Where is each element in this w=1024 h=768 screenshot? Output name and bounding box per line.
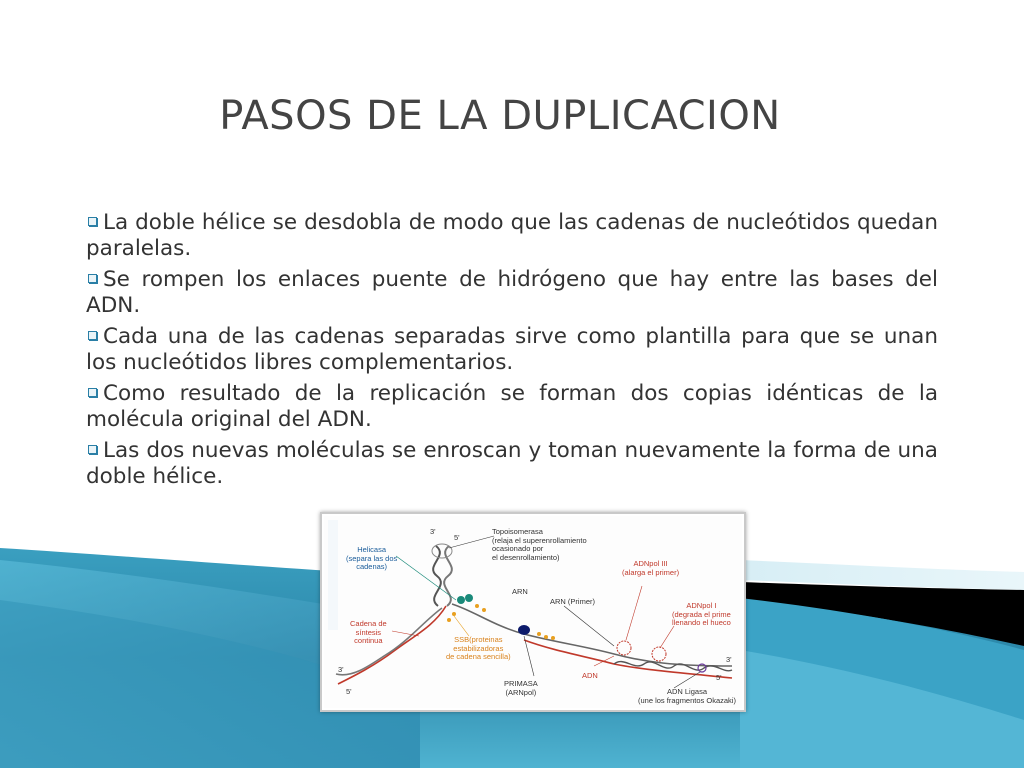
- ssb-dot: [452, 612, 456, 616]
- label-line: Topoisomerasa: [492, 527, 543, 536]
- label-line: (ARNpol): [505, 687, 537, 697]
- ssb-label: [446, 636, 511, 662]
- primase-shape: [518, 625, 530, 635]
- square-bullet-icon: [88, 331, 97, 340]
- cadena-label: [350, 620, 387, 646]
- pointer-line: [674, 672, 700, 688]
- label-line: llenando el hueco: [672, 618, 731, 627]
- bullet-text: Cada una de las cadenas separadas sirve como plantilla para que se unan los nucleótidos libres complementarios.: [86, 324, 938, 375]
- ssb-dot: [551, 636, 555, 640]
- pointer-line: [454, 616, 469, 636]
- adnpol1-label: [672, 602, 731, 628]
- pointer-line: [564, 606, 614, 646]
- topoisomerasa-label: [492, 528, 587, 562]
- polymerase-iii-shape: [617, 641, 631, 655]
- label-line: ocasionado por: [492, 544, 544, 553]
- label-line: ADN Ligasa: [666, 687, 707, 696]
- polymerase-i-shape: [652, 647, 666, 661]
- label-line: Helicasa: [357, 545, 387, 554]
- square-bullet-icon: [88, 274, 97, 283]
- bullet-text: Se rompen los enlaces puente de hidrógeno que hay entre las bases del ADN.: [86, 267, 938, 318]
- helicase-shape: [465, 594, 473, 602]
- adn-label: ADN: [582, 671, 598, 680]
- bullet-item: [86, 210, 938, 262]
- figure-canvas: [324, 516, 742, 708]
- bullet-item: [86, 381, 938, 433]
- topoisomerase-shape: [432, 544, 452, 558]
- end-label: 5': [716, 673, 722, 682]
- helicasa-label: [346, 546, 397, 572]
- adnpol3-label: [622, 560, 679, 577]
- label-line: síntesis: [355, 627, 382, 637]
- ssb-dot: [482, 608, 486, 612]
- square-bullet-icon: [88, 388, 97, 397]
- label-line: el desenrollamiento): [492, 552, 560, 562]
- ligasa-label: [638, 688, 736, 705]
- ssb-dot: [475, 604, 479, 608]
- pointer-line: [660, 626, 674, 648]
- ssb-dot: [447, 618, 451, 622]
- slide-title: PASOS DE LA DUPLICACION: [219, 93, 781, 139]
- label-line: PRIMASA: [504, 679, 538, 688]
- bullet-text: La doble hélice se desdobla de modo que las cadenas de nucleótidos quedan paralelas.: [86, 210, 938, 261]
- label-line: ADNpol III: [633, 559, 668, 568]
- label-line: (degrada el prime: [672, 609, 731, 619]
- label-line: (une los fragmentos Okazaki): [638, 695, 736, 705]
- ssb-dot: [544, 635, 548, 639]
- label-line: estabilizadoras: [453, 643, 504, 653]
- ssb-dot: [537, 632, 541, 636]
- helicase-shape: [457, 596, 465, 604]
- end-label: 3': [726, 655, 732, 664]
- end-label: 3': [430, 527, 436, 536]
- label-line: (relaja el superenrollamiento: [492, 535, 587, 545]
- label-line: ADNpol I: [686, 601, 717, 610]
- label-line: de cadena sencilla): [446, 652, 511, 661]
- bullet-text: Como resultado de la replicación se forman dos copias idénticas de la molécula original del ADN.: [86, 381, 938, 432]
- side-strip: [328, 520, 338, 630]
- bullet-list: [86, 210, 938, 495]
- end-label: 5': [454, 533, 460, 542]
- bullet-item: [86, 324, 938, 376]
- label-line: (separa las dos: [346, 553, 398, 563]
- arn-label: ARN: [512, 587, 528, 596]
- dna-replication-figure: [320, 512, 746, 712]
- end-label: 3': [338, 665, 344, 674]
- bullet-text: Las dos nuevas moléculas se enroscan y toman nuevamente la forma de una doble hélice.: [86, 438, 938, 489]
- end-label: 5': [346, 687, 352, 696]
- label-line: Cadena de: [350, 619, 387, 628]
- label-line: cadenas): [356, 562, 388, 571]
- square-bullet-icon: [88, 217, 97, 226]
- pointer-line: [594, 656, 614, 666]
- label-line: continua: [354, 636, 383, 645]
- arn-primer-label: ARN (Primer): [550, 597, 595, 606]
- square-bullet-icon: [88, 445, 97, 454]
- pointer-line: [626, 586, 642, 640]
- bullet-item: [86, 438, 938, 490]
- label-line: (alarga el primer): [622, 567, 680, 577]
- bullet-item: [86, 267, 938, 319]
- label-line: SSB(proteinas: [454, 635, 503, 644]
- primasa-label: [504, 680, 538, 697]
